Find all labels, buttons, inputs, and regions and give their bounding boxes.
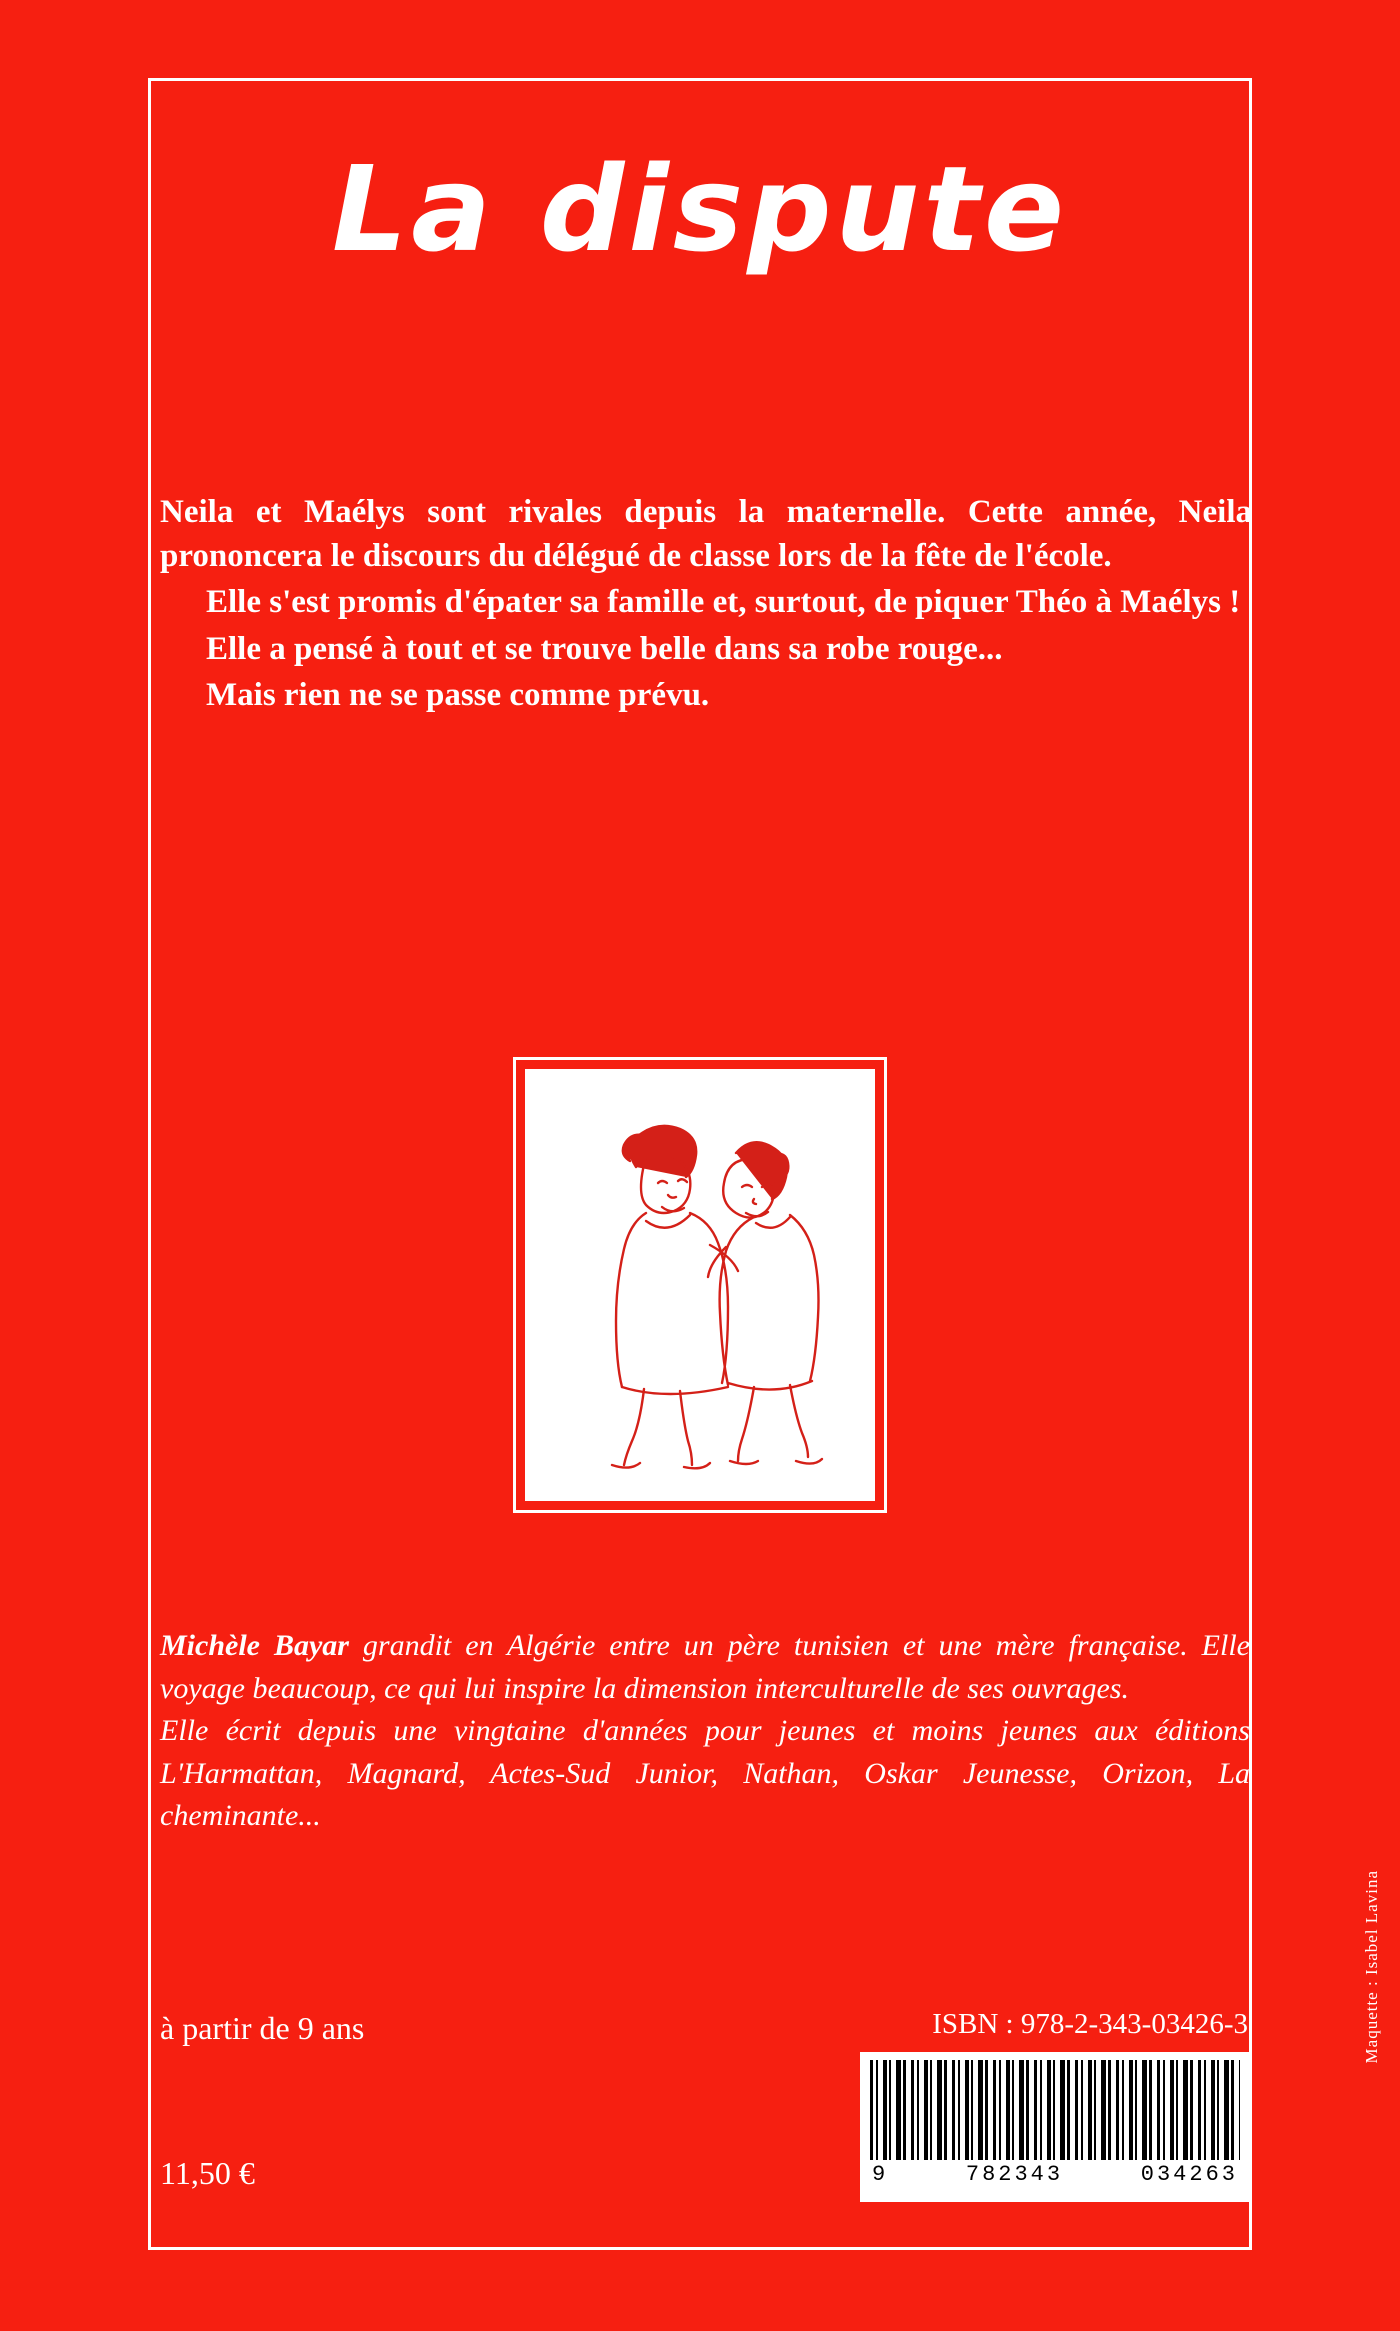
barcode-digits <box>870 2160 1240 2187</box>
age-range-label: à partir de 9 ans <box>160 2010 365 2046</box>
author-name: Michèle Bayar <box>160 1629 349 1662</box>
price-label: 11,50 € <box>160 2155 255 2191</box>
author-bio <box>160 1625 1250 1838</box>
barcode-group-2: 034263 <box>1140 2162 1238 2187</box>
blurb-paragraph: Elle s'est promis d'épater sa famille et, surtout, de piquer Théo à Maélys ! <box>206 584 1241 621</box>
isbn-label: ISBN : 978-2-343-03426-3 <box>932 2008 1248 2040</box>
bio-paragraph-1 <box>160 1625 1250 1710</box>
cover-credit: Maquette : Isabel Lavina <box>1362 1870 1381 2064</box>
barcode <box>860 2052 1250 2202</box>
bio-paragraph-2: Elle écrit depuis une vingtaine d'années pour jeunes et moins jeunes aux éditions L'Harmattan, Magnard, Actes-Sud Junior, Nathan, Oskar Jeunesse, Orizon, La cheminante... <box>160 1714 1250 1833</box>
blurb-paragraph: Elle a pensé à tout et se trouve belle dans sa robe rouge... <box>206 630 1003 667</box>
book-blurb <box>160 490 1252 719</box>
illustration-container <box>0 1060 1400 1510</box>
two-girls-arguing-illustration <box>516 1060 884 1510</box>
barcode-group-1: 782343 <box>965 2162 1064 2187</box>
bio-text-1: grandit en Algérie entre un père tunisien et une mère française. Elle voyage beaucoup, ce qui lui inspire la dimension interculturelle de ses ouvrages. <box>160 1629 1250 1705</box>
blurb-paragraph: Neila et Maélys sont rivales depuis la maternelle. Cette année, Neila prononcera le discours du délégué de classe lors de la fête de l'école. <box>160 494 1252 575</box>
blurb-paragraph: Mais rien ne se passe comme prévu. <box>206 676 710 713</box>
barcode-bars <box>870 2060 1240 2160</box>
barcode-left-digit: 9 <box>872 2162 889 2187</box>
book-title: La dispute <box>332 140 1068 278</box>
